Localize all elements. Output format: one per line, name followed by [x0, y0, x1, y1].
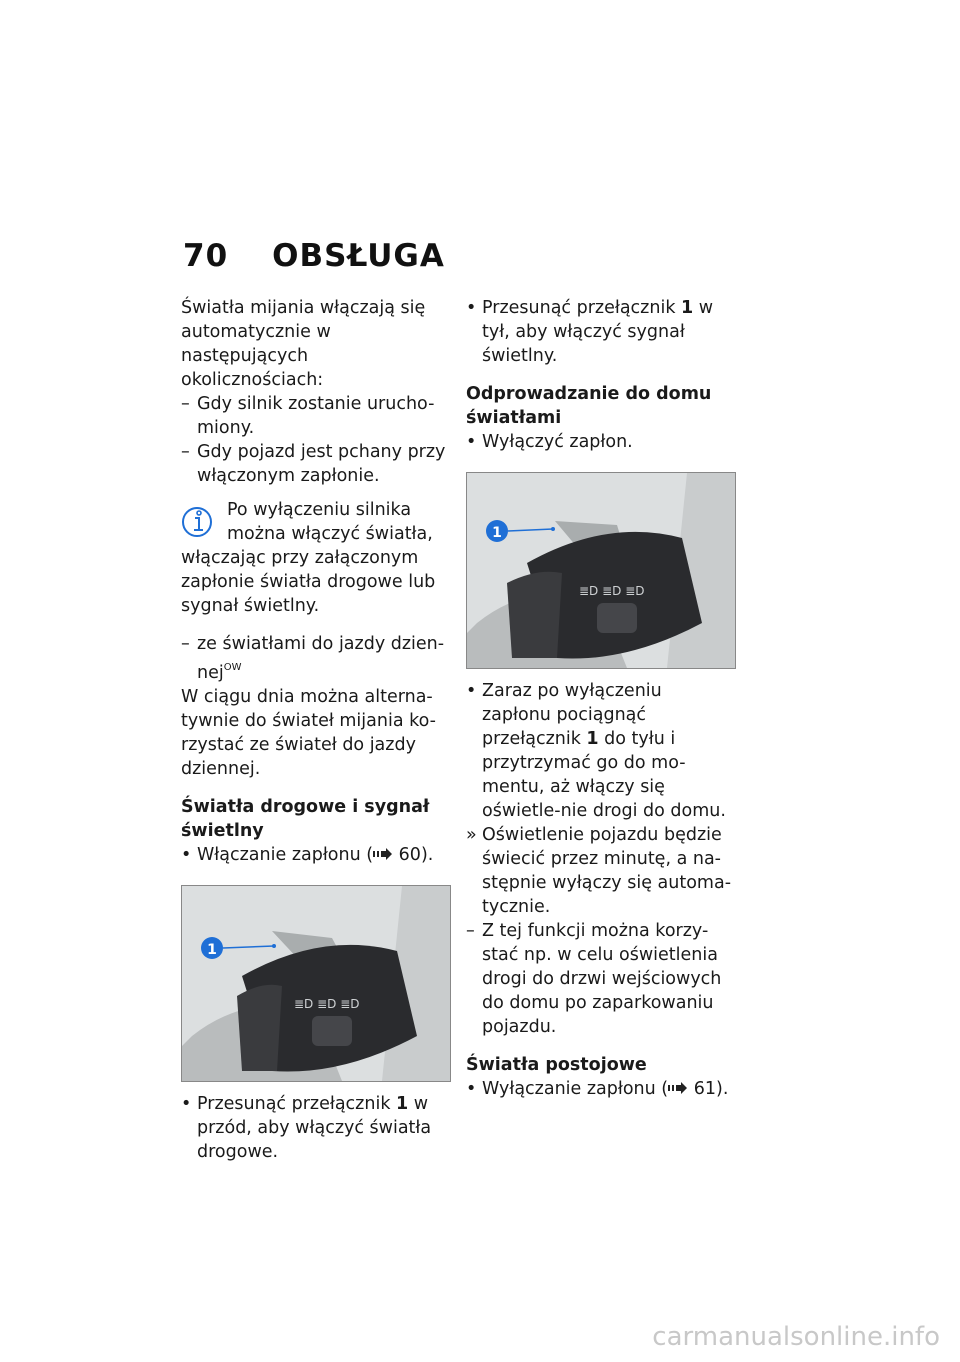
list-text: Gdy silnik zostanie urucho-miony.: [197, 394, 435, 438]
info-note: [181, 498, 451, 618]
bullet-text: Wyłączyć zapłon.: [482, 432, 633, 452]
list-item: [181, 1092, 451, 1164]
dash-marker: –: [181, 634, 190, 654]
bullet-text: Włączanie zapłonu (: [197, 845, 374, 865]
bullet-marker: •: [466, 1079, 477, 1099]
bullet-text: w tył, aby włączyć sygnał świetlny.: [482, 298, 714, 366]
switch-figure-forward: [181, 885, 451, 1082]
switch-number: 1: [586, 729, 599, 749]
bullet-marker: •: [181, 845, 192, 865]
page-ref: 61).: [693, 1079, 729, 1099]
dash-marker: –: [181, 394, 190, 414]
right-column: [466, 296, 736, 1101]
note-text-rest: włączając przy załączonym zapłonie światła drogowe lub sygnał świetlny.: [181, 548, 436, 616]
bullet-marker: •: [181, 1094, 192, 1114]
note-text-first: Po wyłączeniu silnika można włączyć światła,: [227, 500, 433, 544]
page-ref-arrow-icon: [668, 1078, 688, 1092]
list-item: [466, 296, 736, 368]
list-item: [181, 440, 451, 488]
list-item: [181, 632, 451, 685]
bullet-text: Przesunąć przełącznik: [197, 1094, 397, 1114]
bullet-text: Wyłączanie zapłonu (: [482, 1079, 669, 1099]
bullet-text: Przesunąć przełącznik: [482, 298, 682, 318]
list-item: [466, 823, 736, 919]
bullet-marker: •: [466, 298, 477, 318]
list-item: [181, 843, 451, 867]
page-ref: 60).: [398, 845, 434, 865]
intro-paragraph: Światła mijania włączają się automatycznie w następujących okolicznościach:: [181, 298, 426, 390]
svg-text:≣D ≣D ≣D: ≣D ≣D ≣D: [579, 584, 645, 598]
list-item: [466, 679, 736, 823]
list-item: [466, 919, 736, 1039]
option-code: OW: [223, 662, 242, 673]
figure-callout-label: 1: [492, 525, 502, 541]
section-title: OBSŁUGA: [272, 238, 445, 274]
bullet-text: do tyłu i przytrzymać go do mo-mentu, aż włączy się oświetle-nie drogi do domu.: [482, 729, 726, 821]
figure-callout-label: 1: [207, 942, 217, 958]
info-icon: [181, 502, 219, 544]
section-heading: Światła drogowe i sygnał świetlny: [181, 797, 430, 841]
list-text: [197, 632, 451, 685]
paragraph: W ciągu dnia można alterna-tywnie do świateł mijania ko-rzystać ze świateł do jazdy dziennej.: [181, 687, 436, 779]
list-text: Gdy pojazd jest pchany przy włączonym zapłonie.: [197, 442, 446, 486]
bullet-marker: •: [466, 681, 477, 701]
dash-marker: –: [181, 442, 190, 462]
list-item: [466, 430, 736, 454]
result-text: Oświetlenie pojazdu będzie świecić przez minutę, a na-stępnie wyłączy się automa-tycznie.: [482, 825, 732, 917]
drl-text: ze światłami do jazdy dzien-nej: [197, 634, 445, 683]
list-text: Z tej funkcji można korzy-stać np. w celu oświetlenia drogi do drzwi wejściowych do domu po zaparkowaniu pojazdu.: [482, 921, 722, 1037]
section-heading: Światła postojowe: [466, 1055, 647, 1075]
page-number: 70: [183, 238, 229, 274]
section-heading: Odprowadzanie do domu światłami: [466, 384, 712, 428]
bullet-text: w przód, aby włączyć światła drogowe.: [197, 1094, 432, 1162]
bullet-marker: •: [466, 432, 477, 452]
dash-marker: –: [466, 921, 475, 941]
watermark: carmanualsonline.info: [652, 1322, 940, 1352]
switch-number: 1: [681, 298, 694, 318]
bullet-text: Zaraz po wyłączeniu zapłonu pociągnąć przełącznik: [482, 681, 662, 749]
list-item: [466, 1077, 736, 1101]
switch-number: 1: [396, 1094, 409, 1114]
list-item: [181, 392, 451, 440]
svg-text:≣D ≣D ≣D: ≣D ≣D ≣D: [294, 997, 360, 1011]
switch-figure-backward: [466, 472, 736, 669]
result-marker: »: [466, 825, 477, 845]
left-column: [181, 296, 451, 1164]
page-header: [183, 238, 445, 274]
page-ref-arrow-icon: [373, 844, 393, 858]
